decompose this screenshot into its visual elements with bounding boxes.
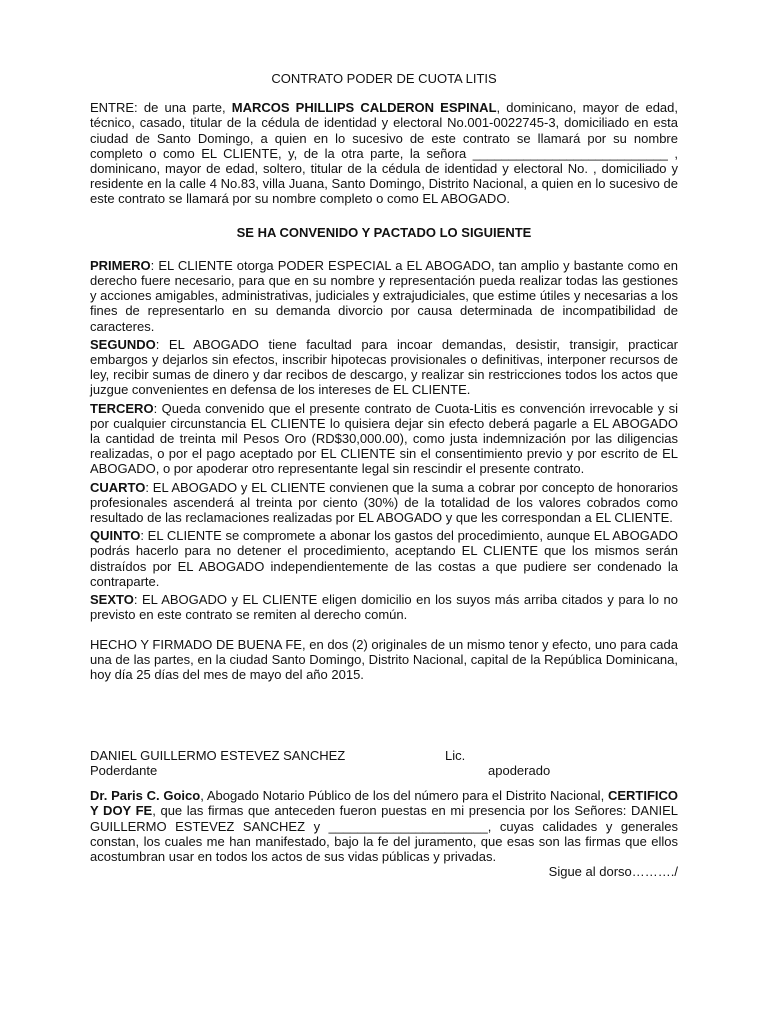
signer-left-name: DANIEL GUILLERMO ESTEVEZ SANCHEZ [90,748,346,764]
clause-quinto [90,528,678,589]
document-body [90,71,678,879]
continued-note: Sigue al dorso………./ [548,864,678,880]
client-name: MARCOS PHILLIPS CALDERON ESPINAL [231,100,497,116]
clause-label: SEGUNDO [90,336,156,352]
intro-text-2: , dominicano, mayor de edad, técnico, casado, titular de la cédula de identidad y electoral No.001-0022745-3, domiciliado en esta ciudad de Santo Domingo, a quien en lo sucesivo de este contrato se llamará por su nombre completo o como EL CLIENTE, y, de la otra parte, la señora ___________________________ , dominicano, mayor de edad, soltero, titular de la cédula de identidad y electoral No. , domiciliado y residente en la calle 4 No.83, villa Juana, Santo Domingo, Distrito Nacional, a quien en lo sucesivo de este contrato se llamará por su nombre completo o como EL ABOGADO. [90,100,679,207]
intro-text-1: ENTRE: de una parte, [90,100,232,116]
clause-segundo [90,337,678,398]
clause-label: TERCERO [90,400,154,416]
clause-label: QUINTO [90,528,141,544]
clause-label: PRIMERO [90,257,151,273]
clause-text: : EL CLIENTE se compromete a abonar los gastos del procedimiento, aunque EL ABOGADO podrás hacerlo para no detener el procedimiento, aceptando EL CLIENTE que los mismos serán distraídos por EL ABOGADO independientemente de las costas a que pudiere ser condenado la contraparte. [90,528,678,589]
signer-right-name: Lic. [445,748,466,764]
clause-text: : EL ABOGADO y EL CLIENTE eligen domicilio en los suyos más arriba citados y para lo no previsto en este contrato se remiten al derecho común. [90,592,678,623]
notary-name: Dr. Paris C. Goico [90,788,201,804]
notary-certifico: CERTIFICO Y DOY FE [90,788,678,819]
notary-text-1: , Abogado Notario Público de los del número para el Distrito Nacional, [200,788,608,804]
clause-label: CUARTO [90,479,146,495]
signature-block [90,748,678,778]
intro-paragraph [90,100,678,206]
clause-text: : EL ABOGADO tiene facultad para incoar demandas, desistir, transigir, practicar embargos y dejarlos sin efectos, inscribir hipotecas provisionales o definitivas, interponer recursos de ley, recibir sumas de dinero y dar recibos de descargo, y realizar sin restricciones todos los actos que juzgue convenientes en defensa de los intereses de EL CLIENTE. [90,336,678,398]
clause-tercero [90,401,678,477]
clause-text: : Queda convenido que el presente contrato de Cuota-Litis es convención irrevocable y si por cualquier circunstancia EL CLIENTE lo quisiera dejar sin efecto deberá pagarle a EL ABOGADO la cantidad de treinta mil Pesos Oro (RD$30,000.00), como justa indemnización por las diligencias realizadas, o por el pago aceptado por EL CLIENTE sin el consentimiento previo y por escrito de EL ABOGADO, o por apoderar otro representante legal sin rescindir el presente contrato. [90,400,678,477]
notary-paragraph [90,788,678,864]
clause-text: : EL CLIENTE otorga PODER ESPECIAL a EL ABOGADO, tan amplio y bastante como en derecho fuere necesario, para que en su nombre y representación pueda realizar todas las gestiones y acciones amigables, administrativas, judiciales y extrajudiciales, que estime útiles y necesarias a los fines de representarlo en su demanda divorcio por causa determinada de incompatibilidad de caracteres. [90,257,678,334]
closing-paragraph: HECHO Y FIRMADO DE BUENA FE, en dos (2) originales de un mismo tenor y efecto, uno para cada una de las partes, en la ciudad Santo Domingo, Distrito Nacional, capital de la República Dominicana, hoy día 25 días del mes de mayo del año 2015. [90,636,678,682]
clause-sexto [90,592,678,622]
clause-primero [90,258,678,334]
signer-right-role: apoderado [488,763,551,779]
clause-cuarto [90,480,678,526]
signer-left-role: Poderdante [90,763,158,779]
clause-label: SEXTO [90,592,134,608]
section-heading: SE HA CONVENIDO Y PACTADO LO SIGUIENTE [236,224,532,240]
document-title: CONTRATO PODER DE CUOTA LITIS [271,71,497,86]
notary-text-2: , que las firmas que anteceden fueron puestas en mi presencia por los Señores: DANIEL GUILLERMO ESTEVEZ SANCHEZ y ______________________, cuyas calidades y generales constan, los cuales me han manifestado, bajo la fe del juramento, que esas son las firmas que ellos acostumbran usar en todos los actos de sus vidas públicas y privadas. [90,803,678,864]
clause-text: : EL ABOGADO y EL CLIENTE convienen que la suma a cobrar por concepto de honorarios profesionales ascenderá al treinta por ciento (30%) de la totalidad de los valores cobrados como resultado de las reclamaciones realizadas por EL ABOGADO y que les correspondan a EL CLIENTE. [90,479,678,526]
